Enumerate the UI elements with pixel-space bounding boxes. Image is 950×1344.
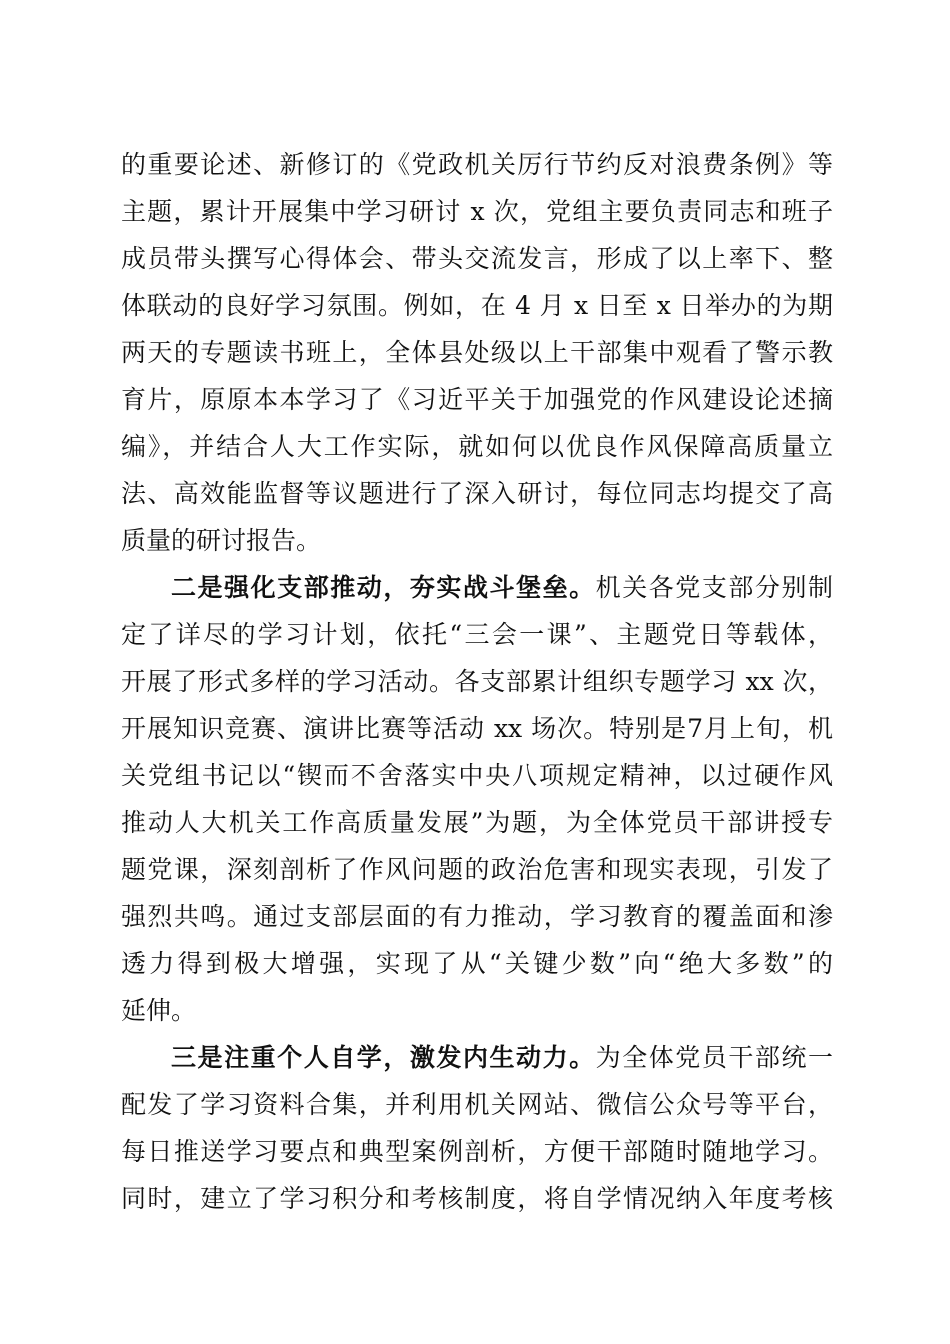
text-line: 推动人大机关工作高质量发展”为题，为全体党员干部讲授专 [121,808,833,837]
text-span: 为全体党员干部统一 [595,1043,833,1072]
text-line: 开展了形式多样的学习活动。各支部累计组织专题学习 xx 次， [121,667,833,696]
text-line: 体联动的良好学习氛围。例如，在 4 月 x 日至 x 日举办的为期 [121,291,833,320]
document-body [121,141,833,1222]
text-span: 机关各党支部分别制 [595,573,833,602]
text-line: 开展知识竞赛、演讲比赛等活动 xx 场次。特别是7月上旬，机 [121,714,833,743]
paragraph-heading: 三是注重个人自学，激发内生动力。 [171,1043,596,1072]
text-line: 延伸。 [121,996,197,1025]
paragraph-1 [121,141,833,564]
paragraph-3 [121,1034,833,1222]
text-line: 编》，并结合人大工作实际，就如何以优良作风保障高质量立 [121,432,833,461]
text-line: 成员带头撰写心得体会、带头交流发言，形成了以上率下、整 [121,244,833,273]
text-line: 透力得到极大增强，实现了从“关键少数”向“绝大多数”的 [121,949,833,978]
text-line: 育片，原原本本学习了《习近平关于加强党的作风建设论述摘 [121,385,833,414]
text-line: 配发了学习资料合集，并利用机关网站、微信公众号等平台， [121,1090,833,1119]
paragraph-first-line [121,1034,833,1081]
text-line: 定了详尽的学习计划，依托“三会一课”、主题党日等载体， [121,620,833,649]
text-line: 每日推送学习要点和典型案例剖析，方便干部随时随地学习。 [121,1137,833,1166]
text-line: 主题，累计开展集中学习研讨 x 次，党组主要负责同志和班子 [121,197,833,226]
text-line: 强烈共鸣。通过支部层面的有力推动，学习教育的覆盖面和渗 [121,902,833,931]
paragraph-heading: 二是强化支部推动，夯实战斗堡垒。 [171,573,596,602]
text-line: 的重要论述、新修订的《党政机关厉行节约反对浪费条例》等 [121,150,833,179]
text-line: 法、高效能监督等议题进行了深入研讨，每位同志均提交了高 [121,479,833,508]
text-line: 同时，建立了学习积分和考核制度，将自学情况纳入年度考核 [121,1184,833,1213]
text-line: 题党课，深刻剖析了作风问题的政治危害和现实表现，引发了 [121,855,833,884]
text-line: 两天的专题读书班上，全体县处级以上干部集中观看了警示教 [121,338,833,367]
text-line: 关党组书记以“锲而不舍落实中央八项规定精神，以过硬作风 [121,761,833,790]
paragraph-first-line [121,564,833,611]
paragraph-2 [121,564,833,1034]
text-line: 质量的研讨报告。 [121,526,322,555]
